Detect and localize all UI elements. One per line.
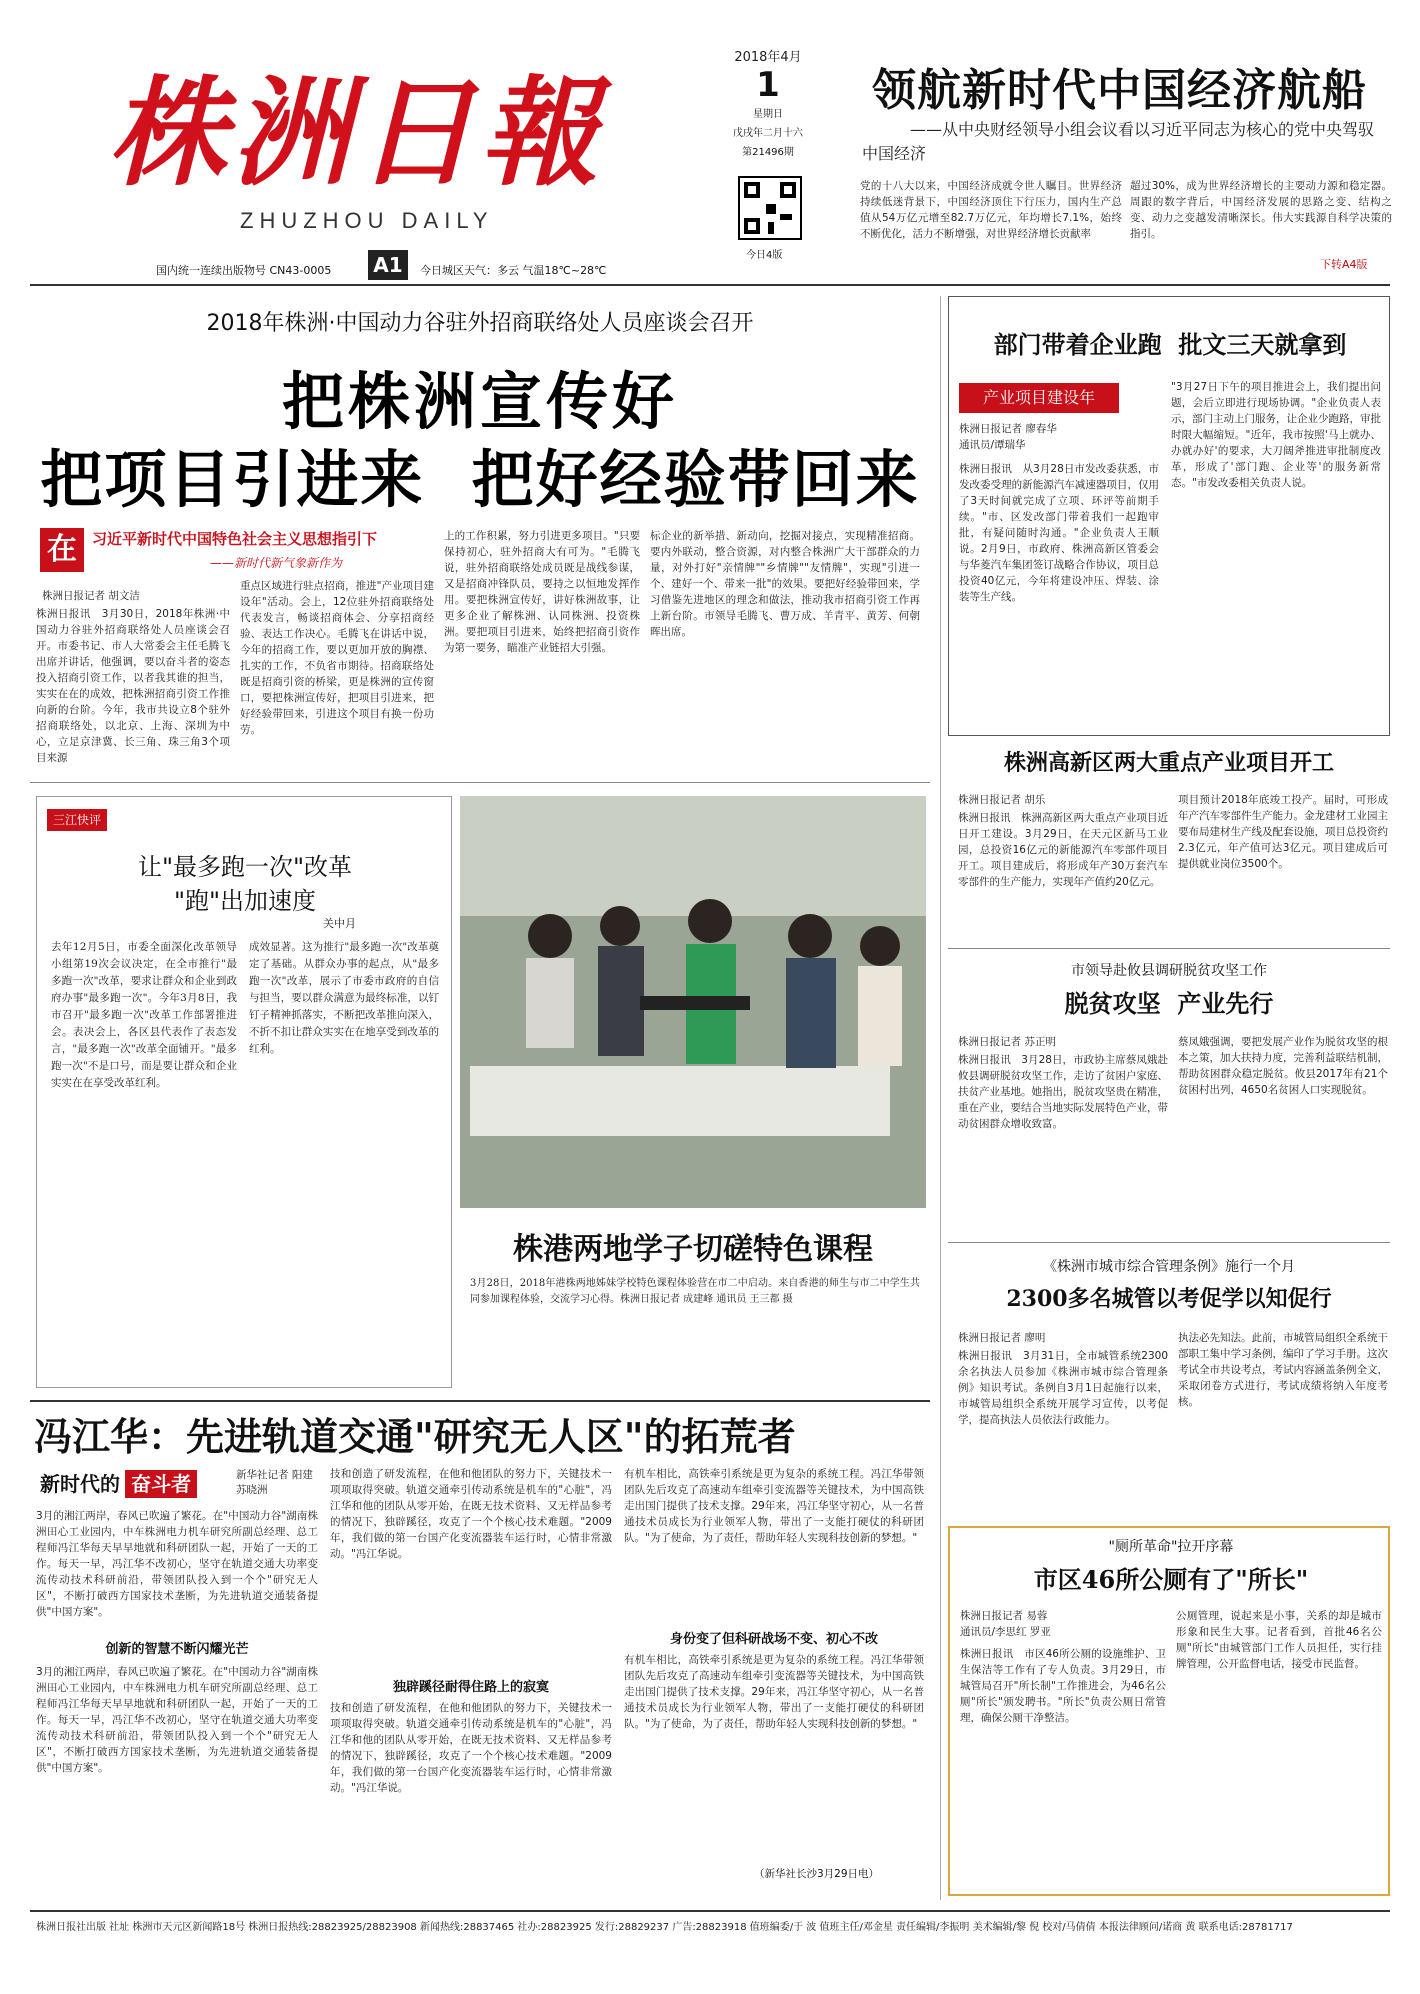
masthead xyxy=(0,0,1420,290)
lead-col3: 上的工作积累，努力引进更多项目。"只要保持初心，驻外招商大有可为。"毛腾飞说，驻外招商联络处成员既是战线参谋，又是招商冲锋队员，要持之以恒地发挥作用。要把株洲宣传好，讲好株洲故事，让更多企业了解株洲、认同株洲、投资株洲。要把项目引进来，始终把招商引资作为第一要务，瞄准产业链招大引强。 xyxy=(444,530,640,654)
feng-column-tag xyxy=(40,1468,230,1502)
feng-headline[interactable]: 冯江华：先进轨道交通"研究无人区"的拓荒者 xyxy=(34,1415,796,1459)
feng-subhead-1: 创新的智慧不断闪耀光芒 xyxy=(105,1642,249,1657)
column-subtitle: ——新时代新气象新作为 xyxy=(210,556,343,570)
right1-tag: 产业项目建设年 xyxy=(959,383,1119,413)
feng-subhead-2: 独辟蹊径耐得住路上的寂寞 xyxy=(392,1680,549,1695)
right4-byline: 株洲日报记者 廖明 xyxy=(958,1332,1046,1344)
right3-kicker: 市领导赴攸县调研脱贫攻坚工作 xyxy=(1071,963,1267,979)
right5-byline: 株洲日报记者 易蓉 通讯员/李思红 罗亚 xyxy=(960,1610,1051,1638)
column-banner xyxy=(30,524,420,578)
weekday: 星期日 xyxy=(753,109,783,120)
feng-col2b: 技和创造了研发流程，在他和他团队的努力下，关键技术一项项取得突破。轨道交通牵引传动系统是机车的"心脏"，冯江华和他的团队从零开始，在既无技术资料、又无样品参考的情况下，独辟蹊径，攻克了一个个核心技术难题。"2009年，我们做的第一台国产化变流器装车运行时，心情非常激动。"冯江华说。 xyxy=(330,1702,612,1794)
feng-byline: 新华社记者 阳建 苏晓洲 xyxy=(236,1469,313,1496)
right1-headline[interactable]: 部门带着企业跑 批文三天就拿到 xyxy=(993,331,1347,359)
right5-col1: 株洲日报讯 市区46所公厕的设施维护、卫生保洁等工作有了专人负责。3月29日，市城管局召开"所长制"工作推进会，为46名公厕"所长"颁发聘书。"所长"负责公厕日常管理，确保公厕干净整洁。 xyxy=(960,1648,1166,1724)
top-story-col1: 党的十八大以来，中国经济成就令世人瞩目。世界经济持续低迷背景下，中国经济顶住下行压力，国内生产总值从54万亿元增至82.7万亿元，年均增长7.1%，始终不断优化，活力不断增强，对世界经济增长贡献率 xyxy=(860,180,1122,240)
lead-col1: 株洲日报讯 3月30日，2018年株洲·中国动力谷驻外招商联络处人员座谈会召开。市委书记、市人大常委会主任毛腾飞出席并讲话，他强调，要以奋斗者的姿态投入招商引资工作，以者我其谁的担当，实实在在的成效，把株洲招商引资工作推向新的台阶。今年，我市共设立8个驻外招商联络处，以北京、上海、深圳为中心，立足京津冀、长三角、珠三角3个项目来源 xyxy=(36,608,230,764)
right5-box xyxy=(948,1526,1390,1896)
edition-note: 今日4版 xyxy=(746,250,783,261)
right3-col1: 株洲日报讯 3月28日，市政协主席蔡凤娥赴攸县调研脱贫攻坚工作，走访了贫困户家庭、扶贫产业基地。她指出，脱贫攻坚贵在精准，重在产业，要结合当地实际发展特色产业，带动贫困群众增收致富。 xyxy=(958,1054,1168,1130)
lead-headline-2[interactable]: 把项目引进来 把好经验带回来 xyxy=(40,443,920,516)
commentary-title-2[interactable]: "跑"出加速度 xyxy=(173,887,317,915)
top-story-title[interactable]: 领航新时代中国经济航船 xyxy=(872,65,1367,116)
column-title: 习近平新时代中国特色社会主义思想指引下 xyxy=(92,530,378,548)
date-line: 2018年4月 xyxy=(734,50,802,65)
feng-col1: 3月的湘江两岸，春风已吹遍了繁花。在"中国动力谷"湖南株洲田心工业园内，中车株洲电力机车研究所副总经理、总工程师冯江华每天早早地就和科研团队一起，开始了一天的工作。每天一早，冯江华不改初心，坚守在轨道交通大功率变流传动技术科研前沿，带领团队投入到一个个"研究无人区"，不断打破西方国家技术垄断，为先进轨道交通装备提供"中国方案"。 xyxy=(36,1510,318,1618)
right4-col1: 株洲日报讯 3月31日，全市城管系统2300余名执法人员参加《株洲市城市综合管理条例》知识考试。条例自3月1日起施行以来，市城管局组织全系统开展学习宣传，以考促学，提高执法人员依法行政能力。 xyxy=(958,1350,1168,1426)
feng-column-tag-1: 新时代的 xyxy=(40,1472,120,1496)
page-label: A1 xyxy=(368,250,408,280)
feng-column-tag-2: 奋斗者 xyxy=(125,1470,197,1498)
right5-headline[interactable]: 市区46所公厕有了"所长" xyxy=(1033,1565,1309,1594)
footer-rule xyxy=(30,1910,1390,1912)
right2-col1: 株洲日报讯 株洲高新区两大重点产业项目近日开工建设。3月29日，在天元区新马工业园，总投资16亿元的新能源汽车零部件项目开工。项目建成后，将形成年产30万套汽车零部件的生产能力，实现年产值约20亿元。 xyxy=(958,812,1168,888)
feng-subhead-3: 身份变了但科研战场不变、初心不改 xyxy=(669,1632,878,1647)
lead-col2: 重点区域进行驻点招商，推进"产业项目建设年"活动。会上，12位驻外招商联络处代表发言，畅谈招商体会、分享招商经验、表达工作决心。毛腾飞在讲话中说，今年的招商工作，要以更加开放的胸襟、扎实的工作，不负省市期待。招商联络处既是招商引资的桥梁，更是株洲的宣传窗口，要把株洲宣传好，把项目引进来，把好经验带回来，引进这个项目有换一份功劳。 xyxy=(240,580,434,736)
masthead-rule xyxy=(30,284,1390,286)
right2-col2: 项目预计2018年底竣工投产。届时，可形成年产汽车零部件生产能力。金龙建材工业园主要布局建材生产线及配套设施，项目总投资约2.3亿元，年产值可达3亿元。项目建成后可提供就业岗位3500个。 xyxy=(1178,794,1388,870)
photo-caption: 3月28日，2018年港株两地姊妹学校特色课程体验营在市二中启动。来自香港的师生与市二中学生共同参加课程体验，交流学习心得。株洲日报记者 成建峰 通讯员 王三都 摄 xyxy=(470,1278,920,1305)
right5-col2: 公厕管理，说起来是小事，关系的却是城市形象和民生大事。记者看到，首批46名公厕"所长"由城管部门工作人员担任，实行挂牌管理，公开监督电话，接受市民监督。 xyxy=(1176,1610,1382,1670)
commentary-tag xyxy=(47,809,107,831)
qr-code[interactable] xyxy=(738,176,802,240)
photo-illustration xyxy=(460,796,926,1208)
commentary-box xyxy=(36,796,452,1388)
right3-rule xyxy=(948,1242,1390,1243)
footer-credits: 株洲日报社出版 社址 株洲市天元区新闻路18号 株洲日报热线:28823925/28823908 新闻热线:28837465 社办:28823925 发行:28829237 广告:28823918 值班编委/于 波 值班主任/邓金星 责任编辑/李振明 美术编辑/黎 倪 校对/马倩倩 本报法律顾问/诺商 黄 联系电话:28781717 xyxy=(36,1922,1293,1933)
photo-headline[interactable]: 株港两地学子切磋特色课程 xyxy=(513,1232,873,1267)
feng-end-note: （新华社长沙3月29日电） xyxy=(754,1868,880,1880)
commentary-tag-label: 三江快评 xyxy=(53,813,102,827)
right3-col2: 蔡凤娥强调，要把发展产业作为脱贫攻坚的根本之策，加大扶持力度，完善利益联结机制，帮助贫困群众稳定脱贫。攸县2017年有21个贫困村出列，4650名贫困人口实现脱贫。 xyxy=(1178,1036,1388,1096)
commentary-author: 关中月 xyxy=(323,917,356,930)
right1-byline: 株洲日报记者 廖春华 通讯员/谭瑞华 xyxy=(959,423,1057,451)
right4-kicker: 《株洲市城市综合管理条例》施行一个月 xyxy=(1043,1259,1295,1275)
feng-col3: 有机车相比，高铁牵引系统是更为复杂的系统工程。冯江华带领团队先后攻克了高速动车组牵引变流器等关键技术，为中国高铁走出国门提供了技术支撑。29年来，冯江华坚守初心，从一名普通技术员成长为行业领军人物，带出了一支能打硬仗的科研团队。"为了使命，为了责任，帮助年轻人实现科技创新的梦想。" xyxy=(624,1468,924,1544)
issue-number: 第21496期 xyxy=(742,147,794,158)
top-story-subtitle: ——从中央财经领导小组会议看以习近平同志为核心的党中央驾驭中国经济 xyxy=(862,120,1375,163)
right5-kicker: "厕所革命"拉开序幕 xyxy=(1108,1539,1234,1555)
photo-rule xyxy=(30,1400,930,1402)
right2-byline: 株洲日报记者 胡乐 xyxy=(958,794,1046,806)
top-story-col2: 超过30%，成为世界经济增长的主要动力源和稳定器。周跟的数字背后，中国经济发展的思路之变、结构之变、动力之变越发清晰深长。伟大实践源自科学决策的指引。 xyxy=(1130,180,1392,240)
lead-rule xyxy=(30,782,930,783)
right1-box xyxy=(948,296,1390,736)
right2-rule xyxy=(948,948,1390,949)
right1-col2: "3月27日下午的项目推进会上，我们提出问题，会后立即进行现场协调。"企业负责人表示，部门主动上门服务，让企业少跑路，审批时限大幅缩短。"近年，我市按照'马上就办、办就办好'的要求，大刀阔斧推进审批制度改革，形成了'部门跑、企业等'的服务新常态。"市发改委相关负责人说。 xyxy=(1171,381,1381,489)
newspaper-logo[interactable]: 株洲日報 xyxy=(108,63,605,202)
lead-col4: 标企业的新举措、新动向，挖掘对接点，实现精准招商。要内外联动，整合资源，对内整合株洲广大干部群众的力量，对外打好"亲情牌""乡情牌""友情牌"，实现"引进一个、建好一个、带来一批"的效果。要把好经验带回来，学习借鉴先进地区的理念和做法，推动我市招商引资工作再上新台阶。市领导毛腾飞、曹万成、羊青平、黄芳、何朝晖出席。 xyxy=(650,530,920,638)
cn-number: 国内统一连续出版物号 CN43-0005 xyxy=(156,264,332,277)
top-story-continued[interactable]: 下转A4版 xyxy=(1320,258,1368,271)
lead-headline-1[interactable]: 把株洲宣传好 xyxy=(281,365,678,438)
date-day: 1 xyxy=(756,65,780,105)
date-box xyxy=(718,46,818,176)
right-column-divider xyxy=(940,296,941,1900)
right3-headline[interactable]: 脱贫攻坚 产业先行 xyxy=(1064,990,1274,1018)
column-tag: 在 xyxy=(40,528,84,572)
commentary-col2: 成效显著。这为推行"最多跑一次"改革奠定了基础。从群众办事的起点，从"最多跑一次"改革，展示了市委市政府的自信与担当，要以群众满意为最终标准，以钉钉子精神抓落实，不断把改革推向深入，不折不扣让群众实实在在地享受到改革的红利。 xyxy=(249,941,439,1055)
right4-col2: 执法必先知法。此前，市城管局组织全系统干部职工集中学习条例，编印了学习手册。这次考试全市共设考点，考试内容涵盖条例全文，采取闭卷方式进行，考试成绩将纳入年度考核。 xyxy=(1178,1332,1388,1408)
commentary-col1: 去年12月5日，市委全面深化改革领导小组第19次会议决定，在全市推行"最多跑一次"改革，要求让群众和企业到政府办事"最多跑一次"。今年3月8日，我市召开"最多跑一次"改革工作部署推进会。表决会上，各区县代表作了表态发言，"最多跑一次"改革全面铺开。"最多跑一次"不是口号，而是要让群众和企业实实在在享受改革红利。 xyxy=(51,941,237,1089)
lead-byline: 株洲日报记者 胡文洁 xyxy=(42,590,140,602)
weather: 今日城区天气：多云 气温18℃~28℃ xyxy=(420,264,607,277)
feng-col3b: 有机车相比，高铁牵引系统是更为复杂的系统工程。冯江华带领团队先后攻克了高速动车组牵引变流器等关键技术，为中国高铁走出国门提供了技术支撑。29年来，冯江华坚守初心，从一名普通技术员成长为行业领军人物，带出了一支能打硬仗的科研团队。"为了使命，为了责任，帮助年轻人实现科技创新的梦想。" xyxy=(624,1654,924,1730)
commentary-title-1[interactable]: 让"最多跑一次"改革 xyxy=(137,853,353,881)
feng-col2: 技和创造了研发流程，在他和他团队的努力下，关键技术一项项取得突破。轨道交通牵引传动系统是机车的"心脏"，冯江华和他的团队从零开始，在既无技术资料、又无样品参考的情况下，独辟蹊径，攻克了一个个核心技术难题。"2009年，我们做的第一台国产化变流器装车运行时，心情非常激动。"冯江华说。 xyxy=(330,1468,612,1560)
right3-byline: 株洲日报记者 苏正明 xyxy=(958,1036,1056,1048)
right2-headline[interactable]: 株洲高新区两大重点产业项目开工 xyxy=(1003,751,1334,776)
lead-kicker: 2018年株洲·中国动力谷驻外招商联络处人员座谈会召开 xyxy=(206,311,754,336)
right4-headline[interactable]: 2300多名城管以考促学以知促行 xyxy=(1006,1286,1332,1312)
news-photo[interactable] xyxy=(460,796,926,1208)
logo-pinyin: ZHUZHOU DAILY xyxy=(240,208,494,233)
lunar-date: 戊戌年二月十六 xyxy=(733,128,803,139)
right1-col1: 株洲日报讯 从3月28日市发改委获悉，市发改委受理的新能源汽车减速器项目，仅用了3天时间就完成了立项、环评等前期手续。"市、区发改部门带着我们一起跑审批，有疑问随时沟通。"企业负责人王顺说。2月9日，市政府、株洲高新区管委会与华菱汽车集团签订战略合作协议，项目总投资40亿元，今年将建设冲压、焊装、涂装等生产线。 xyxy=(959,463,1159,603)
feng-col1b: 3月的湘江两岸，春风已吹遍了繁花。在"中国动力谷"湖南株洲田心工业园内，中车株洲电力机车研究所副总经理、总工程师冯江华每天早早地就和科研团队一起，开始了一天的工作。每天一早，冯江华不改初心，坚守在轨道交通大功率变流传动技术科研前沿，带领团队投入到一个个"研究无人区"，不断打破西方国家技术垄断，为先进轨道交通装备提供"中国方案"。 xyxy=(36,1666,318,1774)
